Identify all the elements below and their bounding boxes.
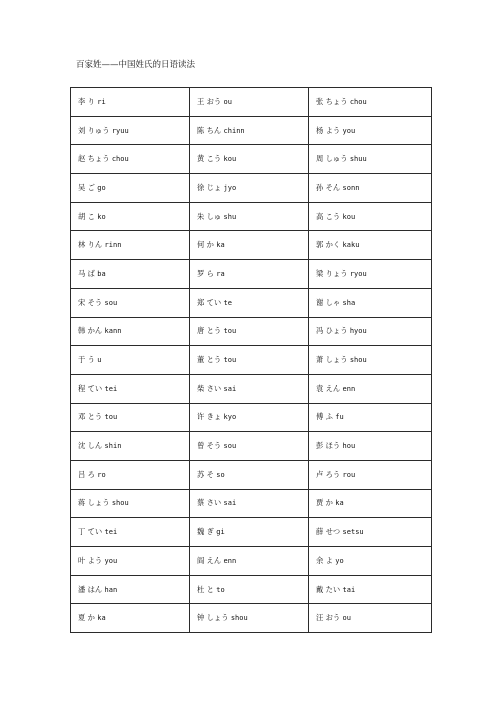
surname-kana: 蔡 さい — [197, 498, 222, 508]
surname-romaji: kaku — [342, 241, 360, 250]
surname-romaji: ko — [97, 212, 106, 221]
surname-cell — [71, 489, 190, 518]
surname-romaji: hyou — [349, 327, 367, 336]
surname-romaji: shin — [104, 442, 122, 451]
surname-kana: 蒋 しょう — [78, 498, 110, 508]
surname-romaji: sha — [342, 298, 356, 307]
surname-kana: 郭 かく — [316, 240, 341, 250]
surname-romaji: tou — [104, 413, 118, 422]
surname-kana: 刘 りゅう — [78, 125, 110, 135]
surname-kana: 梁 りょう — [316, 268, 348, 278]
table-row — [71, 575, 432, 604]
surname-table-body — [71, 88, 432, 633]
surname-cell — [309, 403, 432, 432]
surname-kana: 潘 はん — [78, 584, 103, 594]
surname-romaji: chinn — [223, 126, 245, 135]
surname-romaji: sai — [223, 499, 237, 508]
surname-cell — [190, 260, 309, 289]
surname-romaji: sou — [223, 442, 237, 451]
surname-romaji: shuu — [349, 155, 367, 164]
surname-kana: 冯 ひょう — [316, 326, 348, 336]
surname-cell — [71, 317, 190, 346]
surname-kana: 傅 ふ — [316, 412, 333, 422]
surname-cell — [309, 432, 432, 461]
surname-cell — [190, 202, 309, 231]
surname-cell — [71, 460, 190, 489]
surname-romaji: ka — [97, 614, 106, 623]
table-row — [71, 231, 432, 260]
surname-kana: 董 とう — [197, 355, 222, 365]
table-row — [71, 317, 432, 346]
surname-kana: 阎 えん — [197, 555, 222, 565]
surname-romaji: tou — [223, 356, 237, 365]
surname-romaji: ka — [335, 499, 344, 508]
surname-cell — [190, 346, 309, 375]
surname-cell — [71, 88, 190, 117]
surname-kana: 李 り — [78, 96, 95, 106]
surname-cell — [309, 288, 432, 317]
table-row — [71, 518, 432, 547]
surname-cell — [190, 460, 309, 489]
surname-romaji: te — [223, 298, 232, 307]
surname-kana: 朱 しゅ — [197, 211, 222, 221]
surname-cell — [309, 374, 432, 403]
table-row — [71, 346, 432, 375]
surname-kana: 黄 こう — [197, 154, 222, 164]
surname-romaji: jyo — [223, 183, 237, 192]
surname-cell — [190, 547, 309, 576]
table-row — [71, 202, 432, 231]
surname-cell — [190, 317, 309, 346]
surname-cell — [309, 317, 432, 346]
surname-kana: 贾 か — [316, 498, 333, 508]
surname-kana: 杨 よう — [316, 125, 341, 135]
surname-kana: 赵 ちょう — [78, 154, 110, 164]
surname-kana: 于 う — [78, 355, 95, 365]
surname-kana: 戴 たい — [316, 584, 341, 594]
surname-cell — [190, 518, 309, 547]
surname-kana: 夏 か — [78, 613, 95, 623]
surname-romaji: so — [216, 470, 225, 479]
surname-cell — [190, 116, 309, 145]
surname-cell — [309, 145, 432, 174]
surname-romaji: enn — [223, 556, 237, 565]
surname-cell — [190, 374, 309, 403]
table-row — [71, 116, 432, 145]
surname-romaji: fu — [335, 413, 344, 422]
surname-romaji: ka — [216, 241, 225, 250]
surname-cell — [309, 260, 432, 289]
surname-cell — [71, 174, 190, 203]
table-row — [71, 403, 432, 432]
surname-kana: 余 よ — [316, 555, 333, 565]
surname-cell — [71, 288, 190, 317]
surname-cell — [190, 432, 309, 461]
surname-kana: 萧 しょう — [316, 355, 348, 365]
surname-kana: 吴 ご — [78, 182, 95, 192]
surname-romaji: ryuu — [111, 126, 129, 135]
table-row — [71, 547, 432, 576]
surname-romaji: ryou — [349, 269, 367, 278]
surname-cell — [190, 231, 309, 260]
surname-cell — [190, 174, 309, 203]
surname-romaji: shu — [223, 212, 237, 221]
surname-kana: 孙 そん — [316, 182, 341, 192]
surname-cell — [71, 575, 190, 604]
table-row — [71, 288, 432, 317]
surname-romaji: sai — [223, 384, 237, 393]
surname-cell — [71, 346, 190, 375]
surname-romaji: kann — [104, 327, 122, 336]
surname-romaji: ro — [97, 470, 106, 479]
surname-kana: 韩 かん — [78, 326, 103, 336]
surname-kana: 汪 おう — [316, 613, 341, 623]
surname-romaji: han — [104, 585, 118, 594]
surname-kana: 唐 とう — [197, 326, 222, 336]
surname-romaji: tou — [223, 327, 237, 336]
surname-cell — [309, 346, 432, 375]
surname-cell — [71, 403, 190, 432]
surname-kana: 许 きょ — [197, 412, 222, 422]
surname-romaji: ra — [216, 269, 225, 278]
surname-romaji: chou — [349, 97, 367, 106]
surname-romaji: shou — [349, 356, 367, 365]
surname-kana: 林 りん — [78, 240, 103, 250]
surname-romaji: rinn — [104, 241, 122, 250]
table-row — [71, 374, 432, 403]
surname-kana: 袁 えん — [316, 383, 341, 393]
surname-kana: 罗 ら — [197, 268, 214, 278]
surname-kana: 邓 とう — [78, 412, 103, 422]
table-row — [71, 460, 432, 489]
surname-kana: 张 ちょう — [316, 96, 348, 106]
surname-romaji: ri — [97, 97, 106, 106]
surname-kana: 宋 そう — [78, 297, 103, 307]
document-title: 百家姓——中国姓氏的日语读法 — [76, 60, 196, 70]
table-row — [71, 432, 432, 461]
table-row — [71, 145, 432, 174]
surname-cell — [309, 604, 432, 633]
surname-kana: 王 おう — [197, 96, 222, 106]
surname-kana: 卢 ろう — [316, 469, 341, 479]
surname-cell — [309, 518, 432, 547]
surname-romaji: ou — [223, 97, 232, 106]
surname-reading-table — [70, 87, 432, 633]
surname-cell — [71, 145, 190, 174]
surname-cell — [190, 145, 309, 174]
surname-cell — [309, 547, 432, 576]
surname-kana: 郑 てい — [197, 297, 222, 307]
surname-kana: 柴 さい — [197, 383, 222, 393]
surname-romaji: tai — [342, 585, 356, 594]
surname-cell — [309, 489, 432, 518]
surname-cell — [190, 403, 309, 432]
surname-romaji: rou — [342, 470, 356, 479]
surname-romaji: shou — [111, 499, 129, 508]
surname-romaji: to — [216, 585, 225, 594]
surname-romaji: yo — [335, 556, 344, 565]
surname-kana: 魏 ぎ — [197, 527, 214, 537]
surname-romaji: sou — [104, 298, 118, 307]
surname-cell — [190, 489, 309, 518]
surname-kana: 陈 ちん — [197, 125, 222, 135]
surname-cell — [309, 174, 432, 203]
surname-cell — [71, 432, 190, 461]
surname-cell — [71, 202, 190, 231]
surname-romaji: enn — [342, 384, 356, 393]
surname-cell — [309, 88, 432, 117]
surname-romaji: setsu — [342, 528, 364, 537]
surname-romaji: you — [342, 126, 356, 135]
surname-romaji: kyo — [223, 413, 237, 422]
surname-kana: 曾 そう — [197, 441, 222, 451]
surname-kana: 程 てい — [78, 383, 103, 393]
surname-romaji: u — [97, 356, 102, 365]
surname-romaji: chou — [111, 155, 129, 164]
surname-cell — [309, 231, 432, 260]
surname-kana: 吕 ろ — [78, 469, 95, 479]
surname-cell — [71, 604, 190, 633]
surname-kana: 何 か — [197, 240, 214, 250]
surname-romaji: you — [104, 556, 118, 565]
table-row — [71, 604, 432, 633]
surname-cell — [71, 116, 190, 145]
surname-romaji: gi — [216, 528, 225, 537]
surname-kana: 彭 ほう — [316, 441, 341, 451]
surname-kana: 谢 しゃ — [316, 297, 341, 307]
surname-kana: 马 ば — [78, 268, 95, 278]
table-row — [71, 88, 432, 117]
surname-cell — [190, 88, 309, 117]
table-row — [71, 260, 432, 289]
surname-romaji: ou — [342, 614, 351, 623]
surname-romaji: tei — [104, 528, 118, 537]
surname-kana: 徐 じょ — [197, 182, 222, 192]
surname-romaji: tei — [104, 384, 118, 393]
surname-cell — [309, 460, 432, 489]
surname-romaji: kou — [223, 155, 237, 164]
surname-romaji: shou — [230, 614, 248, 623]
surname-romaji: kou — [342, 212, 356, 221]
surname-romaji: ba — [97, 269, 106, 278]
surname-kana: 钟 しょう — [197, 613, 229, 623]
surname-kana: 苏 そ — [197, 469, 214, 479]
surname-cell — [190, 288, 309, 317]
surname-kana: 薛 せつ — [316, 527, 341, 537]
surname-romaji: hou — [342, 442, 356, 451]
surname-cell — [71, 231, 190, 260]
surname-kana: 丁 てい — [78, 527, 103, 537]
surname-romaji: sonn — [342, 183, 360, 192]
surname-cell — [71, 260, 190, 289]
surname-cell — [190, 575, 309, 604]
table-row — [71, 489, 432, 518]
surname-romaji: go — [97, 183, 106, 192]
surname-cell — [71, 374, 190, 403]
surname-cell — [71, 518, 190, 547]
surname-kana: 叶 よう — [78, 555, 103, 565]
surname-kana: 杜 と — [197, 584, 214, 594]
surname-cell — [309, 202, 432, 231]
surname-kana: 周 しゅう — [316, 154, 348, 164]
surname-kana: 沈 しん — [78, 441, 103, 451]
surname-kana: 高 こう — [316, 211, 341, 221]
surname-cell — [309, 575, 432, 604]
table-row — [71, 174, 432, 203]
surname-cell — [309, 116, 432, 145]
surname-cell — [190, 604, 309, 633]
surname-kana: 胡 こ — [78, 211, 95, 221]
surname-cell — [71, 547, 190, 576]
